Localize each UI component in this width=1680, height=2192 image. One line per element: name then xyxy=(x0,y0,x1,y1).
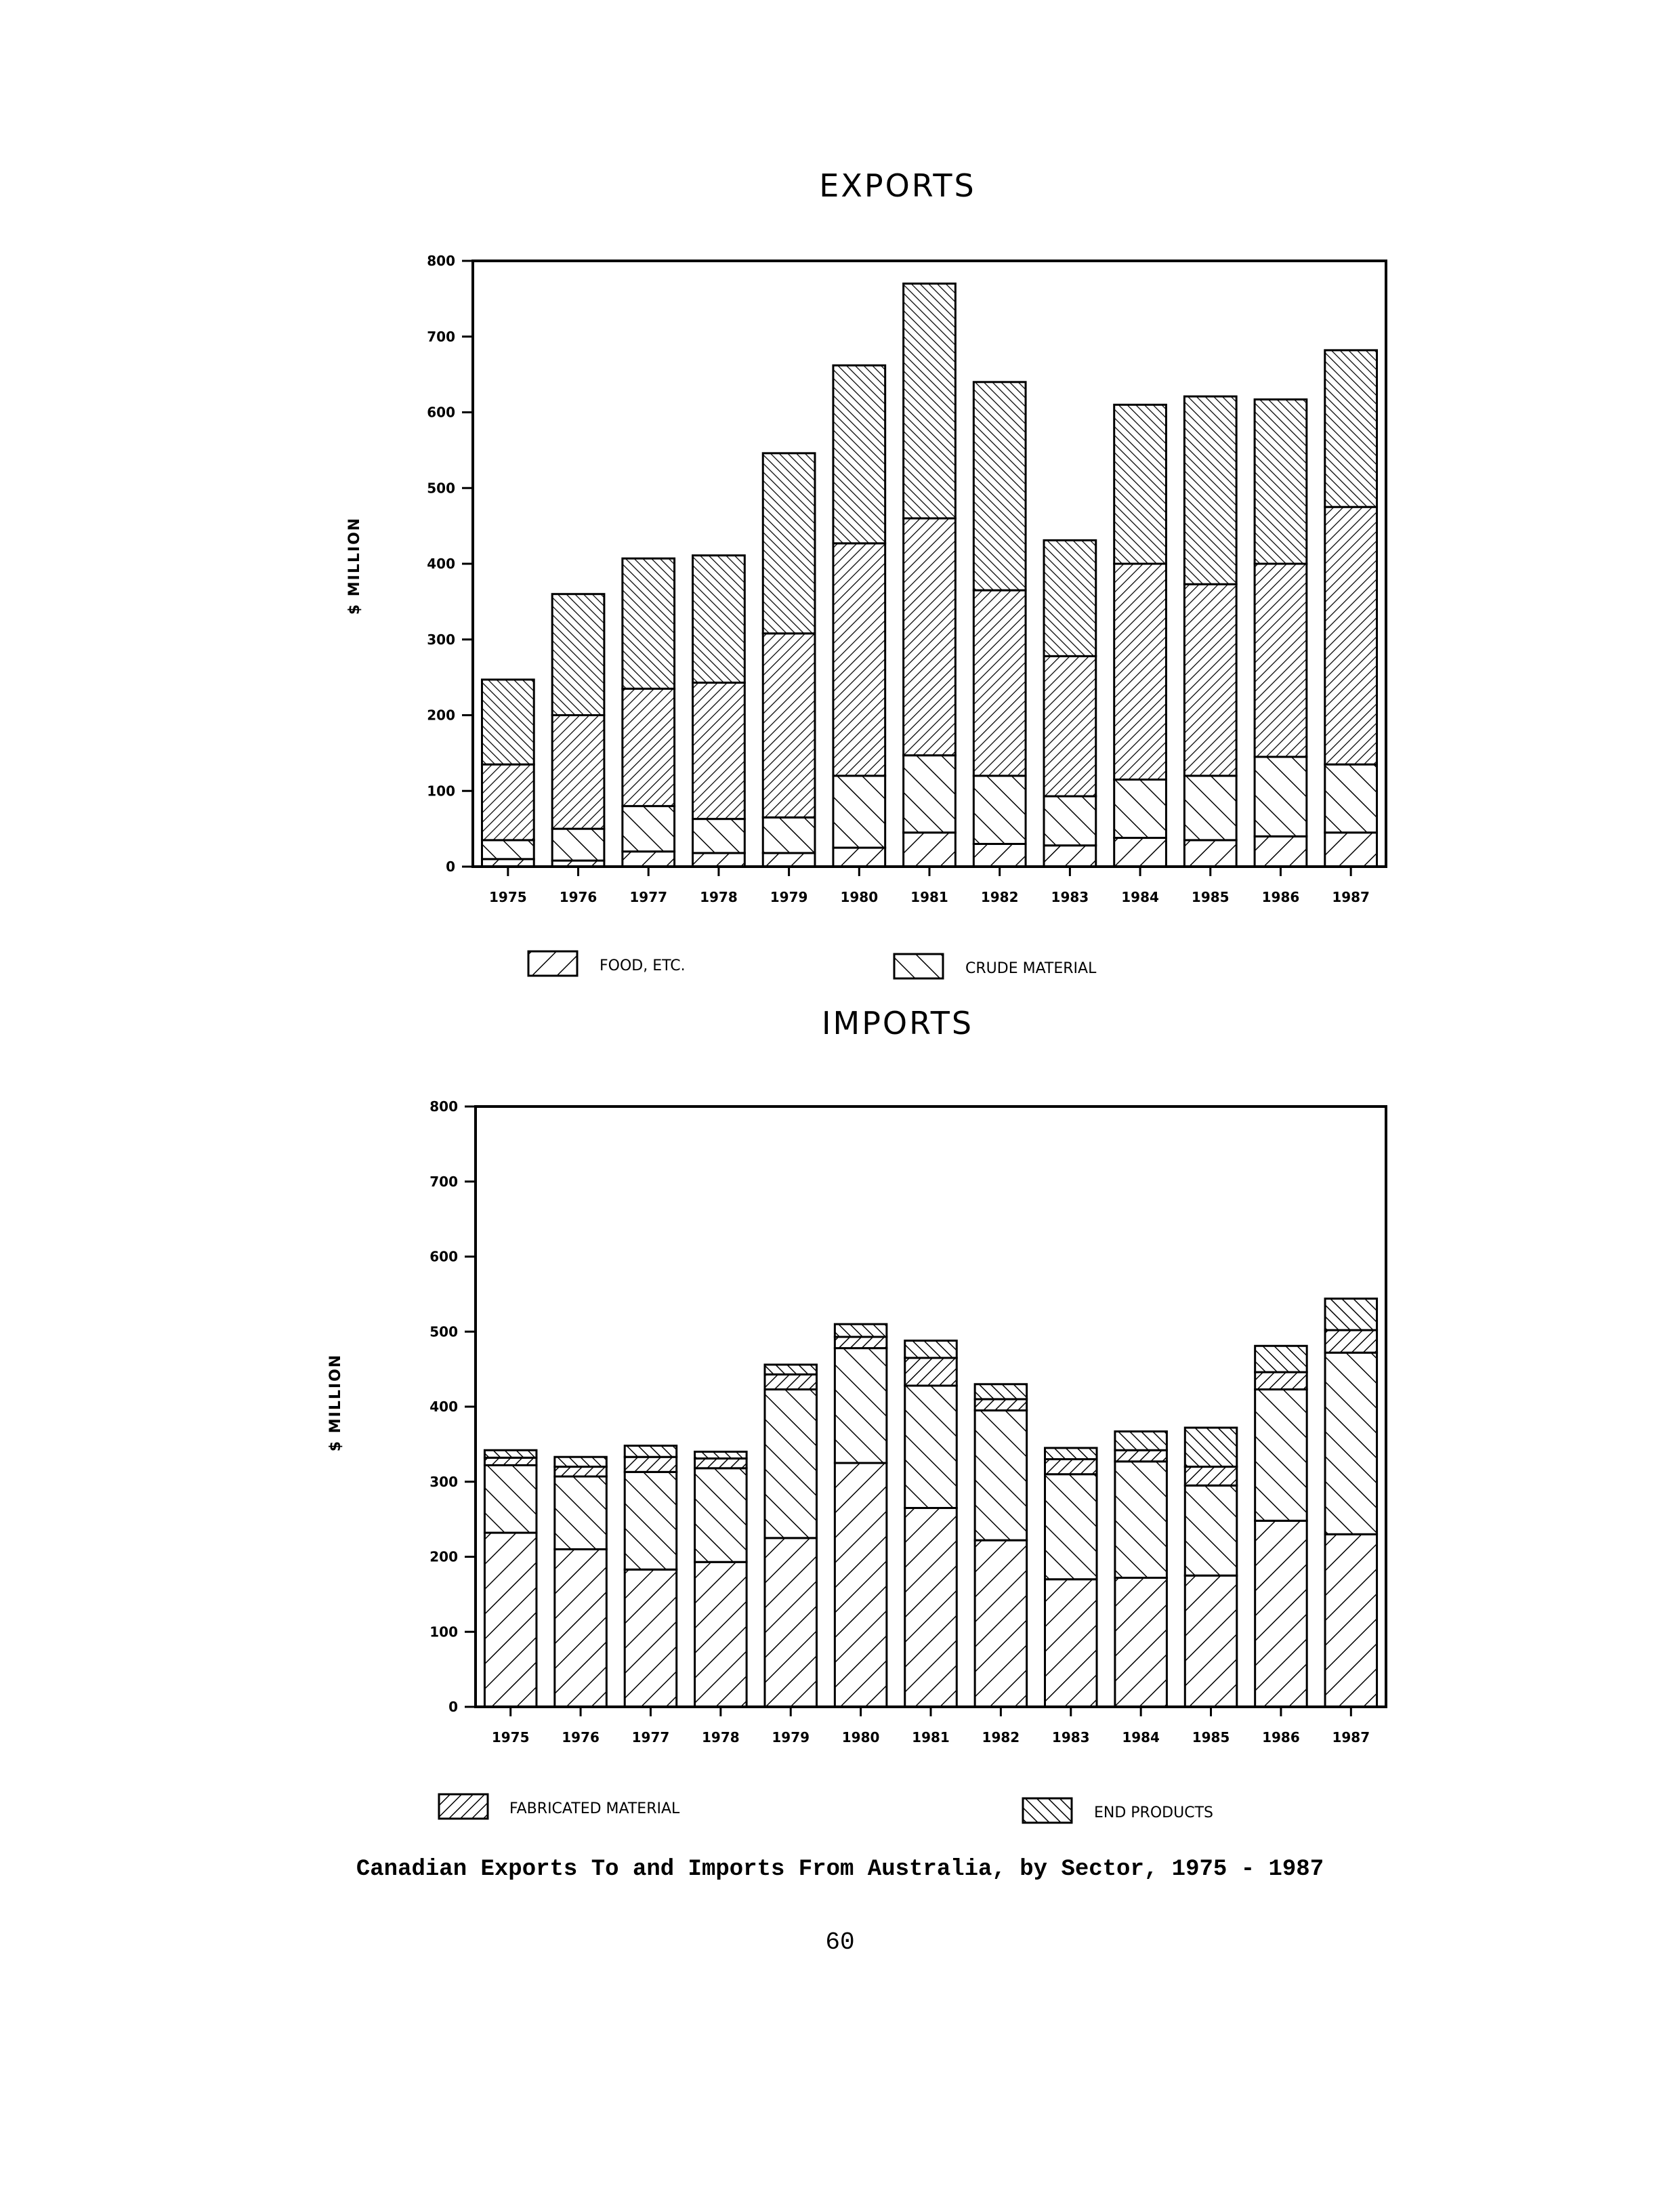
bar-segment xyxy=(835,1324,887,1337)
legend-swatch-fabricated-material xyxy=(439,1794,488,1819)
bar-segment xyxy=(833,543,885,776)
bar-segment xyxy=(904,284,956,518)
x-tick-label: 1980 xyxy=(841,1729,880,1745)
bar-segment xyxy=(1184,776,1236,840)
bar-segment xyxy=(695,1458,747,1468)
legend-label-fabricated-material: FABRICATED MATERIAL xyxy=(509,1800,680,1817)
legend-swatch-crude-material xyxy=(894,954,943,978)
x-tick-label: 1982 xyxy=(982,1729,1020,1745)
bar-segment xyxy=(552,716,604,829)
x-tick-label: 1976 xyxy=(559,889,597,905)
bar-segment xyxy=(1255,757,1307,836)
bar-segment xyxy=(1255,1521,1307,1707)
x-tick-label: 1983 xyxy=(1051,1729,1090,1745)
x-tick-label: 1978 xyxy=(700,889,738,905)
bar-segment xyxy=(1255,1346,1307,1372)
bar-segment xyxy=(1114,405,1167,564)
bar-segment xyxy=(695,1562,747,1707)
bar-segment xyxy=(555,1476,607,1549)
bar-segment xyxy=(1115,1450,1167,1462)
bar-segment xyxy=(763,453,815,634)
bar-segment xyxy=(833,365,885,543)
bar-segment xyxy=(1325,764,1377,833)
bar-segment xyxy=(905,1341,957,1358)
legend-label-food: FOOD, ETC. xyxy=(600,957,686,974)
x-tick-label: 1979 xyxy=(770,889,808,905)
exports-chart xyxy=(298,163,1423,996)
bar-segment xyxy=(973,382,1026,590)
bar-segment xyxy=(835,1463,887,1707)
bar-segment xyxy=(482,680,534,764)
bar-segment xyxy=(1115,1432,1167,1451)
x-tick-label: 1975 xyxy=(491,1729,530,1745)
bar-segment xyxy=(555,1457,607,1466)
bar-segment xyxy=(1255,836,1307,867)
bar-segment xyxy=(763,817,815,853)
x-tick-label: 1986 xyxy=(1262,1729,1300,1745)
bar-segment xyxy=(765,1365,817,1374)
bar-segment xyxy=(1325,507,1377,764)
bar-segment xyxy=(1185,1575,1237,1707)
bar-segment xyxy=(1255,1390,1307,1521)
x-tick-label: 1975 xyxy=(489,889,527,905)
bar-segment xyxy=(1045,1460,1097,1474)
x-tick-label: 1983 xyxy=(1051,889,1089,905)
bar-segment xyxy=(973,590,1026,776)
bar-segment xyxy=(765,1538,817,1707)
y-tick-label: 100 xyxy=(427,783,455,800)
bar-segment xyxy=(484,1457,537,1465)
bar-segment xyxy=(975,1384,1027,1399)
y-tick-label: 700 xyxy=(429,1173,458,1190)
bar-segment xyxy=(552,594,604,716)
bar-segment xyxy=(695,1451,747,1458)
bar-segment xyxy=(1255,400,1307,564)
bar-segment xyxy=(1185,1485,1237,1575)
bar-segment xyxy=(482,764,534,840)
x-tick-label: 1986 xyxy=(1261,889,1300,905)
bar-segment xyxy=(905,1358,957,1386)
bar-segment xyxy=(904,518,956,756)
x-tick-label: 1987 xyxy=(1332,1729,1370,1745)
bar-segment xyxy=(484,1450,537,1457)
bar-segment xyxy=(1325,350,1377,507)
figure-caption: Canadian Exports To and Imports From Australia, by Sector, 1975 - 1987 xyxy=(356,1857,1324,1882)
x-tick-label: 1987 xyxy=(1332,889,1370,905)
y-tick-label: 300 xyxy=(427,631,455,648)
x-tick-label: 1985 xyxy=(1192,1729,1230,1745)
bar-segment xyxy=(1184,840,1236,867)
y-tick-label: 100 xyxy=(429,1624,458,1640)
x-tick-label: 1976 xyxy=(562,1729,600,1745)
bar-segment xyxy=(552,829,604,861)
bar-segment xyxy=(835,1337,887,1348)
bar-segment xyxy=(975,1399,1027,1411)
x-tick-label: 1982 xyxy=(980,889,1019,905)
bar-segment xyxy=(623,688,675,806)
bar-segment xyxy=(1325,1330,1377,1352)
exports-title: EXPORTS xyxy=(819,167,976,204)
bar-segment xyxy=(693,682,745,819)
legend-label-end-products: END PRODUCTS xyxy=(1094,1804,1213,1821)
legend-swatch-food xyxy=(528,951,577,976)
bar-segment xyxy=(973,844,1026,867)
bar-segment xyxy=(1045,1474,1097,1579)
bar-segment xyxy=(1325,1299,1377,1331)
x-tick-label: 1980 xyxy=(840,889,879,905)
bar-segment xyxy=(1044,796,1096,846)
bar-segment xyxy=(975,1540,1027,1707)
y-tick-label: 600 xyxy=(429,1248,458,1265)
x-tick-label: 1977 xyxy=(629,889,668,905)
legend-label-crude-material: CRUDE MATERIAL xyxy=(965,960,1097,977)
bar-segment xyxy=(975,1411,1027,1541)
bar-segment xyxy=(1044,540,1096,656)
bar-segment xyxy=(625,1446,677,1457)
bar-segment xyxy=(623,806,675,852)
bar-segment xyxy=(1045,1579,1097,1707)
bar-segment xyxy=(763,853,815,867)
bar-segment xyxy=(623,852,675,867)
y-tick-label: 400 xyxy=(427,556,455,572)
x-tick-label: 1977 xyxy=(631,1729,670,1745)
y-tick-label: 0 xyxy=(448,1699,458,1715)
bar-segment xyxy=(1185,1467,1237,1486)
bar-segment xyxy=(1325,833,1377,867)
bar-segment xyxy=(1325,1352,1377,1534)
imports-title: IMPORTS xyxy=(821,1005,974,1041)
y-tick-label: 400 xyxy=(429,1399,458,1415)
imports-y-axis-label: $ MILLION xyxy=(327,1353,344,1452)
y-tick-label: 0 xyxy=(446,859,455,875)
imports-chart xyxy=(298,1003,1423,1829)
x-tick-label: 1978 xyxy=(702,1729,740,1745)
legend-swatch-end-products xyxy=(1023,1798,1072,1823)
bar-segment xyxy=(973,776,1026,844)
page-number: 60 xyxy=(825,1928,855,1956)
bar-segment xyxy=(1045,1448,1097,1460)
y-tick-label: 500 xyxy=(427,480,455,497)
bar-segment xyxy=(625,1569,677,1707)
bar-segment xyxy=(904,756,956,833)
x-tick-label: 1981 xyxy=(910,889,948,905)
bar-segment xyxy=(1255,564,1307,757)
x-tick-label: 1984 xyxy=(1121,889,1159,905)
y-tick-label: 200 xyxy=(427,707,455,724)
exports-legend xyxy=(528,951,1097,978)
bar-segment xyxy=(482,840,534,859)
bar-segment xyxy=(1184,584,1236,776)
bar-segment xyxy=(765,1390,817,1538)
bar-segment xyxy=(625,1472,677,1569)
bar-segment xyxy=(905,1508,957,1707)
bar-segment xyxy=(1115,1578,1167,1707)
bar-segment xyxy=(484,1465,537,1533)
x-tick-label: 1985 xyxy=(1191,889,1230,905)
bar-segment xyxy=(555,1549,607,1707)
bar-segment xyxy=(693,853,745,867)
y-tick-label: 800 xyxy=(429,1098,458,1115)
exports-y-axis-label: $ MILLION xyxy=(346,516,363,615)
bar-segment xyxy=(905,1386,957,1508)
bar-segment xyxy=(1184,396,1236,584)
bar-segment xyxy=(1255,1372,1307,1389)
x-tick-label: 1984 xyxy=(1122,1729,1160,1745)
bar-segment xyxy=(833,776,885,848)
bar-segment xyxy=(695,1468,747,1562)
bar-segment xyxy=(765,1374,817,1389)
bar-segment xyxy=(1114,779,1167,837)
y-tick-label: 600 xyxy=(427,404,455,421)
bar-segment xyxy=(625,1457,677,1472)
y-tick-label: 800 xyxy=(427,253,455,269)
bar-segment xyxy=(484,1533,537,1707)
bar-segment xyxy=(1185,1428,1237,1467)
bar-segment xyxy=(1114,564,1167,779)
bar-segment xyxy=(623,558,675,688)
x-tick-label: 1979 xyxy=(772,1729,810,1745)
y-tick-label: 200 xyxy=(429,1548,458,1565)
bar-segment xyxy=(693,819,745,853)
imports-legend xyxy=(439,1794,1213,1823)
bar-segment xyxy=(1044,656,1096,796)
y-tick-label: 500 xyxy=(429,1323,458,1340)
y-tick-label: 700 xyxy=(427,328,455,345)
bar-segment xyxy=(555,1467,607,1476)
bar-segment xyxy=(1115,1462,1167,1578)
bar-segment xyxy=(833,848,885,867)
bar-segment xyxy=(693,556,745,683)
bar-segment xyxy=(763,634,815,818)
x-tick-label: 1981 xyxy=(912,1729,950,1745)
y-tick-label: 300 xyxy=(429,1473,458,1490)
bar-segment xyxy=(835,1348,887,1463)
bar-segment xyxy=(1325,1534,1377,1707)
bar-segment xyxy=(904,833,956,867)
bar-segment xyxy=(1114,838,1167,867)
bar-segment xyxy=(1044,846,1096,867)
